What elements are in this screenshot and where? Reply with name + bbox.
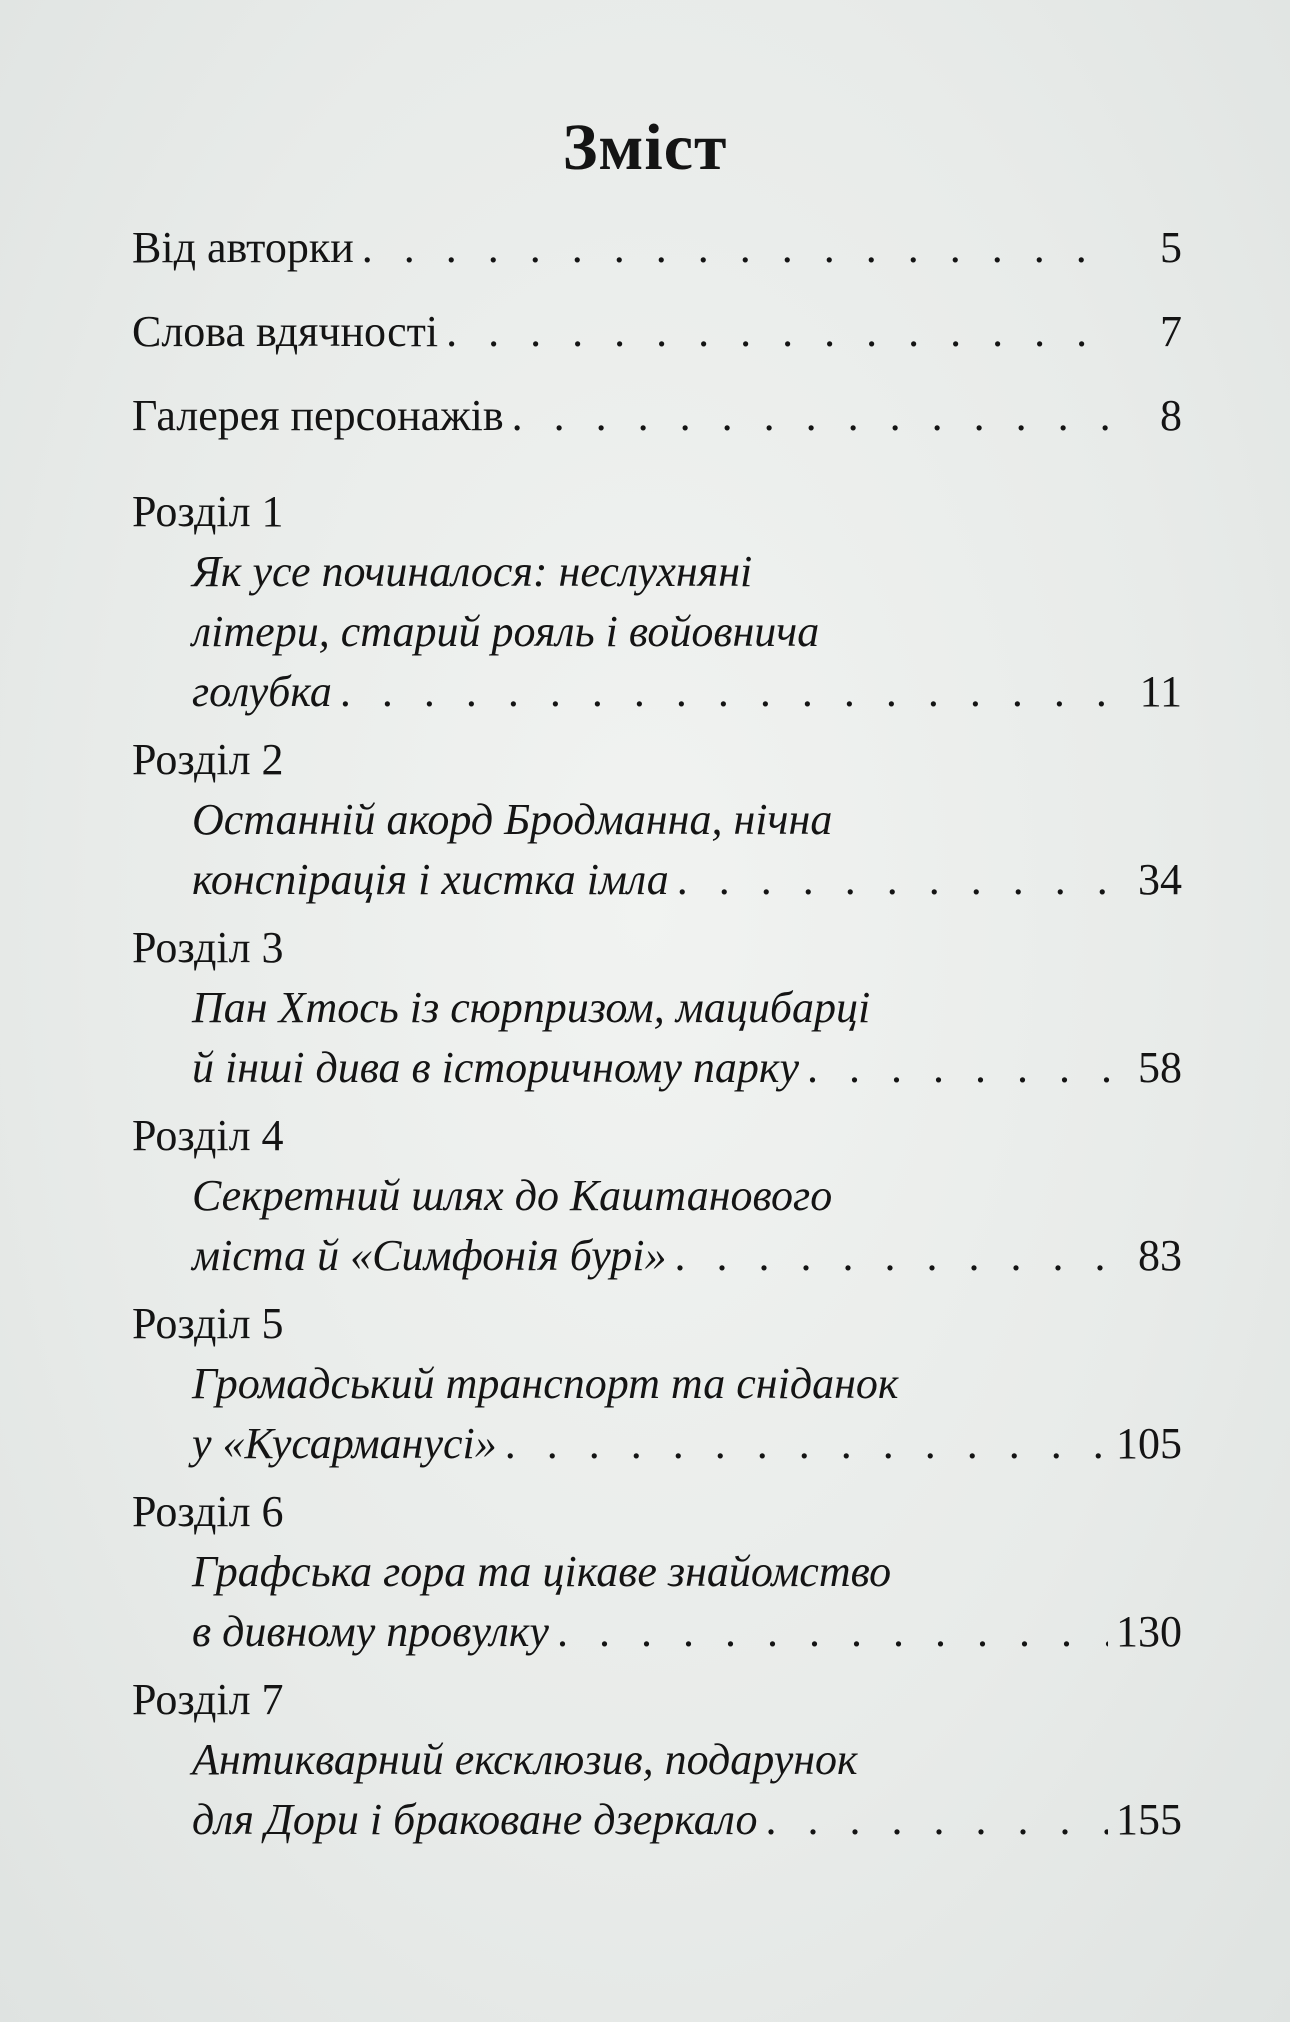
chapter-title-line: Громадський транспорт та сніданок xyxy=(192,1359,899,1408)
dot-leader xyxy=(362,222,1114,273)
chapter-title-line: Як усе починалося: неслухняні xyxy=(192,547,753,596)
chapter-title xyxy=(132,1354,1182,1474)
toc-chapter-2 xyxy=(132,730,1182,910)
chapter-page: 11 xyxy=(1139,667,1182,716)
dot-leader xyxy=(807,1038,1114,1098)
chapter-label: Розділ 2 xyxy=(132,735,284,784)
chapter-title-line: Антикварний ексклюзив, подарунок xyxy=(192,1735,858,1784)
chapter-title xyxy=(132,1542,1182,1662)
chapter-title-last-line xyxy=(192,1038,1182,1098)
toc-entry-character-gallery xyxy=(132,390,1182,474)
chapter-title-last-line xyxy=(192,1226,1182,1286)
chapter-title-line: конспірація і хистка імла xyxy=(192,855,669,904)
chapter-title-last-line xyxy=(192,850,1182,910)
chapter-title-line: Пан Хтось із сюрпризом, мацибарці xyxy=(192,983,871,1032)
chapter-label: Розділ 5 xyxy=(132,1299,284,1348)
dot-leader xyxy=(505,1414,1108,1474)
chapter-title-line: у «Кусарманусі» xyxy=(192,1419,497,1468)
table-of-contents xyxy=(132,222,1182,1850)
chapter-title-last-line xyxy=(192,662,1182,722)
chapter-title xyxy=(132,1730,1182,1850)
toc-entry-label: Від авторки xyxy=(132,223,354,272)
toc-entry-label: Слова вдячності xyxy=(132,307,439,356)
chapter-page: 34 xyxy=(1138,855,1182,904)
toc-chapter-6 xyxy=(132,1482,1182,1662)
chapter-title xyxy=(132,790,1182,910)
dot-leader xyxy=(765,1790,1108,1850)
chapter-title-line: й інші дива в історичному парку xyxy=(192,1043,800,1092)
chapter-page: 83 xyxy=(1138,1231,1182,1280)
dot-leader xyxy=(677,850,1114,910)
chapter-title-line: в дивному провулку xyxy=(192,1607,549,1656)
chapter-title xyxy=(132,542,1182,722)
toc-entry-page: 7 xyxy=(1160,307,1182,356)
toc-chapter-1 xyxy=(132,482,1182,722)
chapter-title-last-line xyxy=(192,1414,1182,1474)
dot-leader xyxy=(340,662,1114,722)
chapter-label: Розділ 6 xyxy=(132,1487,284,1536)
chapter-label: Розділ 3 xyxy=(132,923,284,972)
chapter-title-line: Графська гора та цікаве знайомство xyxy=(192,1547,892,1596)
dot-leader xyxy=(446,306,1114,357)
chapter-title-line: Секретний шлях до Каштанового xyxy=(192,1171,833,1220)
toc-chapter-7 xyxy=(132,1670,1182,1850)
chapter-title-line: для Дори і браковане дзеркало xyxy=(192,1795,758,1844)
dot-leader xyxy=(557,1602,1108,1662)
chapter-page: 155 xyxy=(1116,1795,1182,1844)
chapter-title-line: літери, старий рояль і войовнича xyxy=(192,607,820,656)
chapter-page: 105 xyxy=(1116,1419,1182,1468)
chapter-title-line: Останній акорд Бродманна, нічна xyxy=(192,795,833,844)
chapter-title-line: міста й «Симфонія бурі» xyxy=(192,1231,667,1280)
chapter-title xyxy=(132,1166,1182,1286)
toc-entry-from-author xyxy=(132,222,1182,306)
chapter-page: 130 xyxy=(1116,1607,1182,1656)
toc-entry-page: 8 xyxy=(1160,391,1182,440)
page-title: Зміст xyxy=(562,111,728,184)
chapter-label: Розділ 1 xyxy=(132,487,284,536)
toc-entry-acknowledgements xyxy=(132,306,1182,390)
chapter-title xyxy=(132,978,1182,1098)
chapter-label: Розділ 7 xyxy=(132,1675,284,1724)
dot-leader xyxy=(512,390,1114,441)
chapter-title-line: голубка xyxy=(192,667,332,716)
chapter-page: 58 xyxy=(1138,1043,1182,1092)
toc-chapter-3 xyxy=(132,918,1182,1098)
toc-entry-label: Галерея персонажів xyxy=(132,391,504,440)
toc-entry-page: 5 xyxy=(1160,223,1182,272)
chapter-title-last-line xyxy=(192,1790,1182,1850)
chapter-title-last-line xyxy=(192,1602,1182,1662)
toc-chapter-5 xyxy=(132,1294,1182,1474)
toc-chapter-4 xyxy=(132,1106,1182,1286)
dot-leader xyxy=(674,1226,1114,1286)
chapter-label: Розділ 4 xyxy=(132,1111,284,1160)
